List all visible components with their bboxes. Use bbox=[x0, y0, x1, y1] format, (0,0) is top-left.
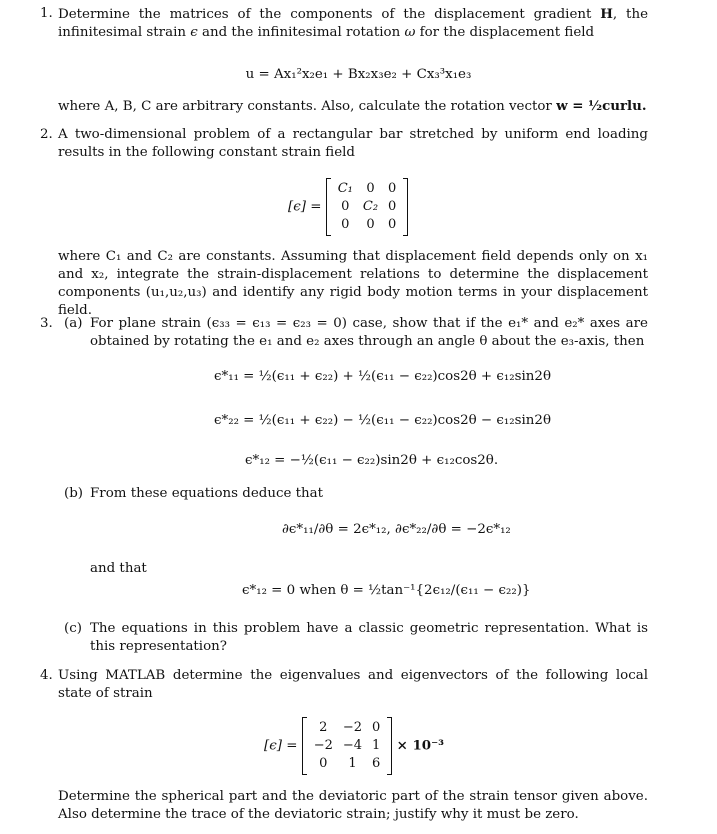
p2-m-12: 0 bbox=[388, 199, 397, 214]
p2-m-22: 0 bbox=[388, 217, 397, 232]
p2-m-01: 0 bbox=[366, 181, 375, 196]
problem-3-eq1: ϵ*₁₁ = ½(ϵ₁₁ + ϵ₂₂) + ½(ϵ₁₁ − ϵ₂₂)cos2θ + ϵ₁₂sin2θ bbox=[214, 369, 552, 384]
p4-m-10: −2 bbox=[313, 738, 333, 753]
problem-3-and-that: and that bbox=[90, 561, 147, 576]
p2-m-21: 0 bbox=[366, 217, 375, 232]
problem-1-equation: u = Ax₁²x₂e₁ + Bx₂x₃e₂ + Cx₃³x₁e₃ bbox=[245, 67, 472, 82]
p1-text-after: where A, B, C are arbitrary constants. Also, calculate the rotation vector bbox=[58, 99, 557, 114]
problem-3-eq4: ∂ϵ*₁₁/∂θ = 2ϵ*₁₂, ∂ϵ*₂₂/∂θ = −2ϵ*₁₂ bbox=[282, 522, 511, 537]
p2-m-10: 0 bbox=[341, 199, 350, 214]
problem-1-statement bbox=[58, 5, 648, 42]
problem-4-number: 4. bbox=[40, 668, 53, 683]
p4-m-22: 6 bbox=[372, 756, 381, 771]
problem-3b-text: From these equations deduce that bbox=[90, 486, 324, 501]
problem-2-matrix-eq bbox=[288, 178, 408, 236]
p4-matrix bbox=[302, 717, 393, 775]
problem-3-eq5: ϵ*₁₂ = 0 when θ = ½tan⁻¹{2ϵ₁₂/(ϵ₁₁ − ϵ₂₂)} bbox=[242, 583, 531, 598]
problem-2-number: 2. bbox=[40, 127, 53, 142]
p2-m-00: C₁ bbox=[337, 181, 353, 196]
p2-m-02: 0 bbox=[388, 181, 397, 196]
p2-matrix-label: [ϵ] = bbox=[288, 199, 322, 215]
p4-m-20: 0 bbox=[319, 756, 328, 771]
p1-omega: ω bbox=[404, 25, 416, 40]
problem-3a-label: (a) bbox=[64, 316, 83, 331]
problem-3a-text: For plane strain (ϵ₃₃ = ϵ₁₃ = ϵ₂₃ = 0) case, show that if the e₁* and e₂* axes are obtained by rotating the e₁ and e₂ axes through an angle θ about the e₃-axis, then bbox=[90, 316, 648, 349]
p2-matrix bbox=[326, 178, 409, 236]
p2-m-11: C₂ bbox=[362, 199, 379, 214]
problem-1-number: 1. bbox=[40, 6, 53, 21]
problem-3b-label: (b) bbox=[64, 486, 84, 501]
p1-text-c: and the infinitesimal rotation bbox=[197, 25, 405, 40]
p1-eps: ϵ bbox=[190, 25, 198, 40]
p1-text-b: , the infinitesimal strain bbox=[58, 7, 648, 40]
problem-2-statement: A two-dimensional problem of a rectangular bar stretched by uniform end loading results in the following constant strain field bbox=[58, 127, 648, 160]
p4-matrix-label: [ϵ] = bbox=[264, 738, 298, 754]
p4-m-00: 2 bbox=[319, 720, 328, 735]
problem-2-followup: where C₁ and C₂ are constants. Assuming that displacement field depends only on x₁ and x₂, integrate the strain-displacement relations to determine the displacement components (u₁,u₂,u₃) and identify any rigid body motion terms in your displacement field. bbox=[58, 249, 648, 318]
p1-text-d: for the displacement field bbox=[415, 25, 595, 40]
p1-text-a: Determine the matrices of the components of the displacement gradient bbox=[58, 7, 601, 22]
problem-1-followup bbox=[58, 97, 648, 116]
p1-H: H bbox=[600, 6, 613, 22]
p4-m-01: −2 bbox=[342, 720, 363, 735]
problem-3-number: 3. bbox=[40, 316, 53, 331]
p1-w-eq: w = ½curlu. bbox=[556, 98, 647, 114]
problem-4-followup: Determine the spherical part and the deviatoric part of the strain tensor given above. Also determine the trace of the deviatoric strain; justify why it must be zero. bbox=[58, 789, 648, 822]
problem-4-statement: Using MATLAB determine the eigenvalues and eigenvectors of the following local state of strain bbox=[58, 668, 648, 701]
p4-m-02: 0 bbox=[372, 720, 381, 735]
p4-factor: × 10⁻³ bbox=[396, 737, 445, 754]
problem-3c-label: (c) bbox=[64, 621, 82, 636]
problem-3c-text: The equations in this problem have a classic geometric representation. What is this representation? bbox=[90, 621, 648, 654]
p4-m-12: 1 bbox=[372, 738, 381, 753]
problem-3-eq2: ϵ*₂₂ = ½(ϵ₁₁ + ϵ₂₂) − ½(ϵ₁₁ − ϵ₂₂)cos2θ − ϵ₁₂sin2θ bbox=[214, 413, 552, 428]
problem-4-matrix-eq bbox=[264, 717, 444, 775]
p2-m-20: 0 bbox=[341, 217, 350, 232]
p4-m-11: −4 bbox=[342, 738, 363, 753]
problem-3-eq3: ϵ*₁₂ = −½(ϵ₁₁ − ϵ₂₂)sin2θ + ϵ₁₂cos2θ. bbox=[245, 453, 499, 468]
p4-m-21: 1 bbox=[348, 756, 357, 771]
